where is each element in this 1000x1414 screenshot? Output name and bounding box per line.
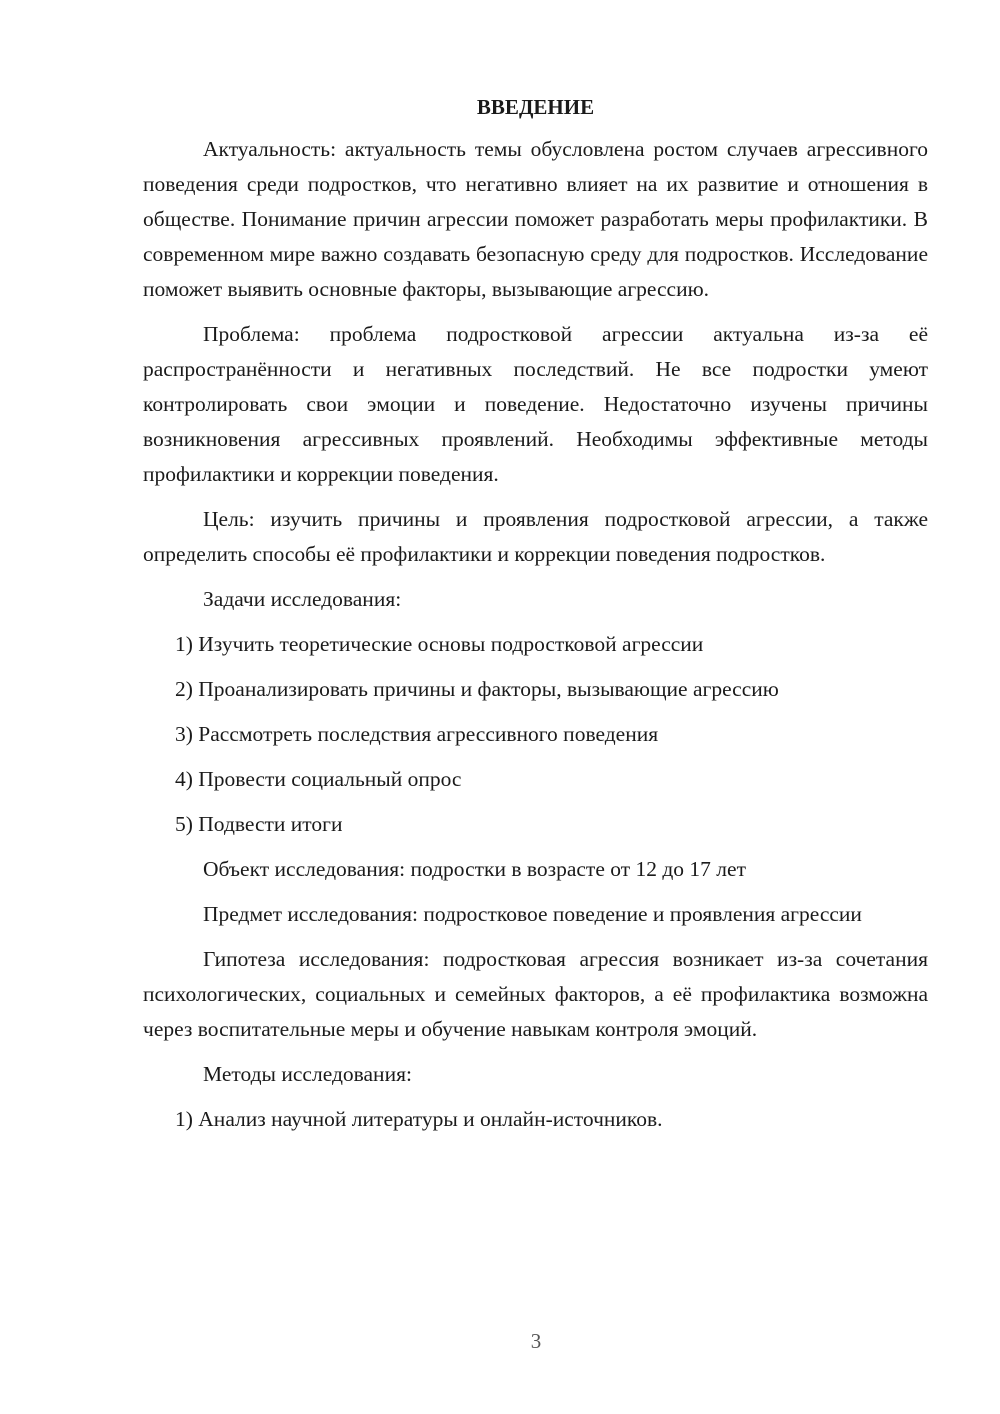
object-paragraph: Объект исследования: подростки в возрасте от 12 до 17 лет [203, 857, 746, 881]
methods-heading: Методы исследования: [203, 1062, 412, 1086]
task-item: 5) Подвести итоги [175, 812, 343, 836]
page-title: ВВЕДЕНИЕ [476, 95, 595, 119]
task-item: 1) Изучить теоретические основы подростковой агрессии [175, 632, 704, 656]
problem-paragraph: Проблема: проблема подростковой агрессии актуальна из-за её распространённости и негативных последствий. Не все подростки умеют контролировать свои эмоции и поведение. Недостаточно изучены причины возникновения агрессивных проявлений. Необходимы эффективные методы профилактики и коррекции поведения. [143, 322, 928, 486]
goal-paragraph: Цель: изучить причины и проявления подростковой агрессии, а также определить способы её профилактики и коррекции поведения подростков. [143, 507, 928, 566]
method-item: 1) Анализ научной литературы и онлайн-источников. [175, 1107, 663, 1131]
relevance-paragraph: Актуальность: актуальность темы обусловлена ростом случаев агрессивного поведения среди подростков, что негативно влияет на их развитие и отношения в обществе. Понимание причин агрессии поможет разработать меры профилактики. В современном мире важно создавать безопасную среду для подростков. Исследование поможет выявить основные факторы, вызывающие агрессию. [143, 137, 928, 301]
hypothesis-paragraph: Гипотеза исследования: подростковая агрессия возникает из-за сочетания психологических, социальных и семейных факторов, а её профилактика возможна через воспитательные меры и обучение навыкам контроля эмоций. [143, 947, 928, 1041]
page-number: 3 [530, 1329, 542, 1353]
task-item: 2) Проанализировать причины и факторы, вызывающие агрессию [175, 677, 779, 701]
task-item: 3) Рассмотреть последствия агрессивного поведения [175, 722, 659, 746]
task-item: 4) Провести социальный опрос [175, 767, 462, 791]
subject-paragraph: Предмет исследования: подростковое поведение и проявления агрессии [203, 902, 862, 926]
document-body [143, 92, 928, 1147]
tasks-heading: Задачи исследования: [203, 587, 402, 611]
